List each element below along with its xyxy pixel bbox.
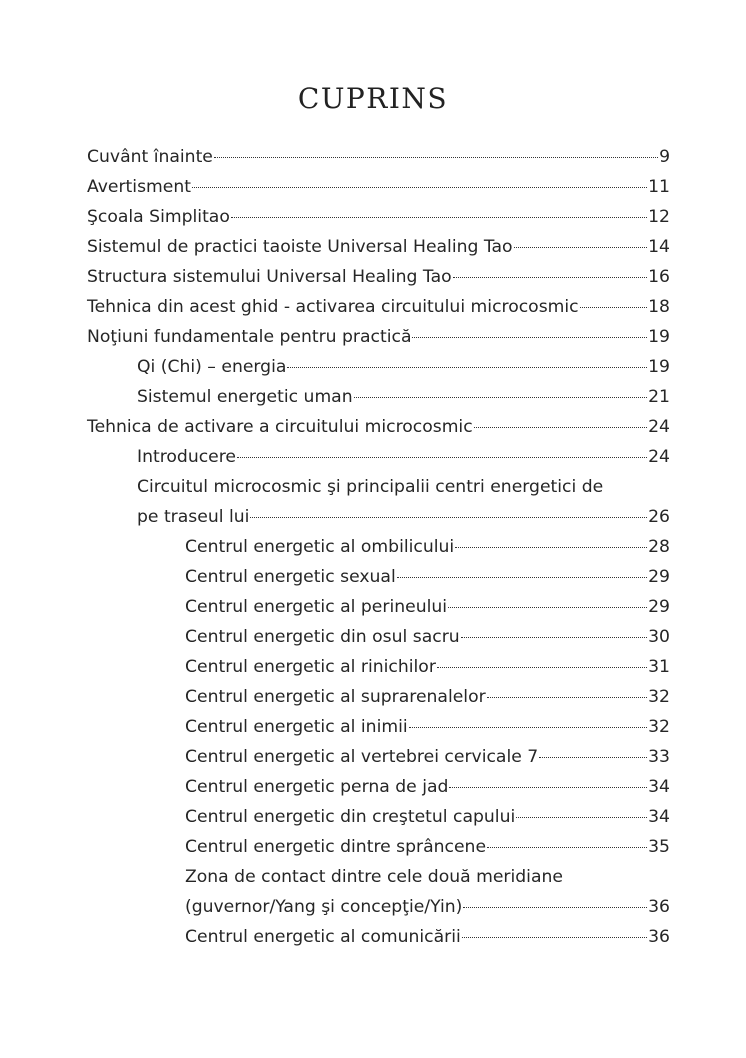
toc-entry-text: Introducere <box>137 447 236 467</box>
toc-entry-text: Avertisment <box>87 177 191 197</box>
dot-leader <box>453 277 647 278</box>
toc-entry[interactable] <box>185 892 670 922</box>
toc-page-number: 31 <box>648 657 670 677</box>
toc-entry-text: Centrul energetic sexual <box>185 567 396 587</box>
toc-page-number: 32 <box>648 687 670 707</box>
toc-entry[interactable] <box>137 352 670 382</box>
toc-entry-text: Centrul energetic al vertebrei cervicale 7 <box>185 747 539 767</box>
toc-page-number: 16 <box>648 267 670 287</box>
toc-page-number: 19 <box>648 327 670 347</box>
dot-leader <box>462 937 647 938</box>
toc-page-number: 35 <box>648 837 670 857</box>
toc-page-number: 33 <box>648 747 670 767</box>
toc-entry-line <box>137 472 670 502</box>
dot-leader <box>580 307 648 308</box>
toc-page-number: 14 <box>648 237 670 257</box>
toc-page-number: 34 <box>648 807 670 827</box>
dot-leader <box>409 727 647 728</box>
dot-leader <box>287 367 647 368</box>
dot-leader <box>474 427 647 428</box>
toc-entry[interactable] <box>185 742 670 772</box>
toc-entry-text: Centrul energetic perna de jad <box>185 777 449 797</box>
toc-entry[interactable] <box>87 292 670 322</box>
toc-page-number: 29 <box>648 597 670 617</box>
toc-page-number: 9 <box>659 147 670 167</box>
toc-entry[interactable] <box>87 232 670 262</box>
toc-entry-text: (guvernor/Yang şi concepţie/Yin) <box>185 897 463 917</box>
toc-entry[interactable] <box>87 322 670 352</box>
dot-leader <box>397 577 647 578</box>
toc-page-number: 34 <box>648 777 670 797</box>
toc-entry[interactable] <box>185 802 670 832</box>
dot-leader <box>449 787 647 788</box>
toc-entry-text: Centrul energetic al suprarenalelor <box>185 687 486 707</box>
toc-page-number: 24 <box>648 447 670 467</box>
toc-entry-text: Centrul energetic al inimii <box>185 717 408 737</box>
toc-entry[interactable] <box>185 832 670 862</box>
toc-entry[interactable] <box>185 712 670 742</box>
dot-leader <box>516 817 647 818</box>
toc-page-number: 32 <box>648 717 670 737</box>
toc-entry[interactable] <box>185 652 670 682</box>
toc-entry-text: pe traseul lui <box>137 507 250 527</box>
toc-entry-text: Cuvânt înainte <box>87 147 213 167</box>
toc-entry-text: Centrul energetic al perineului <box>185 597 448 617</box>
toc-page-number: 11 <box>648 177 670 197</box>
toc-entry[interactable] <box>137 502 670 532</box>
toc-page-number: 12 <box>648 207 670 227</box>
toc-page-number: 30 <box>648 627 670 647</box>
toc-entry-text: Noţiuni fundamentale pentru practică <box>87 327 412 347</box>
toc-entry[interactable] <box>185 922 670 952</box>
toc-entry-text: Qi (Chi) – energia <box>137 357 287 377</box>
toc-entry-text: Centrul energetic al rinichilor <box>185 657 436 677</box>
dot-leader <box>487 697 647 698</box>
toc-entry-text: Centrul energetic din creştetul capului <box>185 807 516 827</box>
toc-page-number: 26 <box>648 507 670 527</box>
dot-leader <box>437 667 647 668</box>
toc-entry-text: Circuitul microcosmic şi principalii centri energetici de <box>137 477 604 497</box>
dot-leader <box>448 607 647 608</box>
toc-entry[interactable] <box>87 202 670 232</box>
toc-entry-text: Tehnica de activare a circuitului microcosmic <box>87 417 473 437</box>
toc-entry[interactable] <box>87 142 670 172</box>
toc-page-number: 28 <box>648 537 670 557</box>
dot-leader <box>250 517 647 518</box>
toc-entry[interactable] <box>87 262 670 292</box>
toc-entry[interactable] <box>87 172 670 202</box>
toc-entry-text: Sistemul energetic uman <box>137 387 353 407</box>
dot-leader <box>214 157 658 158</box>
toc-entry[interactable] <box>185 562 670 592</box>
dot-leader <box>539 757 647 758</box>
toc-page-number: 29 <box>648 567 670 587</box>
toc-entry[interactable] <box>185 682 670 712</box>
toc-entry[interactable] <box>185 772 670 802</box>
toc-entry[interactable] <box>87 412 670 442</box>
toc-page-number: 36 <box>648 927 670 947</box>
toc-page-number: 36 <box>648 897 670 917</box>
toc-entry-text: Zona de contact dintre cele două meridiane <box>185 867 563 887</box>
toc-entry-text: Centrul energetic din osul sacru <box>185 627 460 647</box>
toc-entry-text: Centrul energetic dintre sprâncene <box>185 837 487 857</box>
toc-entry-text: Tehnica din acest ghid - activarea circuitului microcosmic <box>87 297 579 317</box>
dot-leader <box>192 187 647 188</box>
dot-leader <box>354 397 648 398</box>
toc-page-number: 21 <box>648 387 670 407</box>
dot-leader <box>487 847 647 848</box>
dot-leader <box>412 337 647 338</box>
toc-page-number: 19 <box>648 357 670 377</box>
dot-leader <box>514 247 648 248</box>
toc-entry-text: Şcoala Simplitao <box>87 207 230 227</box>
dot-leader <box>455 547 647 548</box>
toc-entry-text: Centrul energetic al ombilicului <box>185 537 455 557</box>
toc-entry[interactable] <box>185 532 670 562</box>
toc-entry-line <box>185 862 670 892</box>
dot-leader <box>461 637 647 638</box>
dot-leader <box>463 907 647 908</box>
toc-entry-text: Sistemul de practici taoiste Universal Healing Tao <box>87 237 513 257</box>
toc-entry[interactable] <box>185 592 670 622</box>
dot-leader <box>231 217 647 218</box>
toc-entry[interactable] <box>137 382 670 412</box>
toc-entry[interactable] <box>137 442 670 472</box>
toc-entry[interactable] <box>185 622 670 652</box>
toc-page-number: 18 <box>648 297 670 317</box>
toc-entry-text: Centrul energetic al comunicării <box>185 927 461 947</box>
dot-leader <box>237 457 647 458</box>
toc-page-number: 24 <box>648 417 670 437</box>
page-title: CUPRINS <box>297 82 449 115</box>
toc-entry-text: Structura sistemului Universal Healing Tao <box>87 267 452 287</box>
